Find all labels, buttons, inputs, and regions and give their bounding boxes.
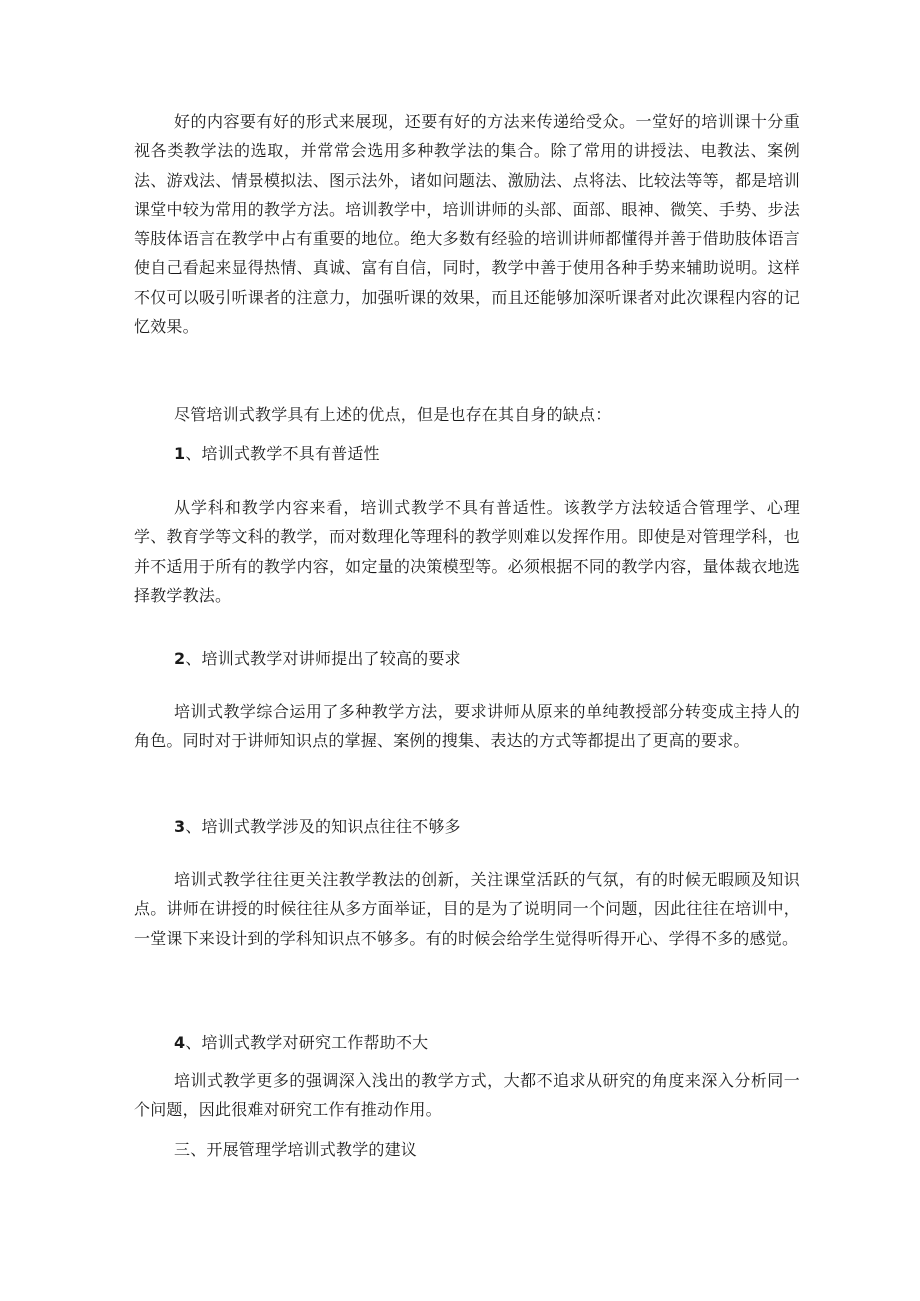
heading-text: 、培训式教学涉及的知识点往往不够多 [185, 817, 461, 836]
heading-number: 4 [174, 1033, 186, 1052]
heading-point-4 [174, 1031, 428, 1055]
heading-number: 1 [174, 444, 186, 463]
paragraph-teaching-methods: 好的内容要有好的形式来展现，还要有好的方法来传递给受众。一堂好的培训课十分重视各类教学法的选取，并常常会选用多种教学法的集合。除了常用的讲授法、电教法、案例法、游戏法、情景模拟法、图示法外，诸如问题法、激励法、点将法、比较法等等，都是培训课堂中较为常用的教学方法。培训教学中，培训讲师的头部、面部、眼神、微笑、手势、步法等肢体语言在教学中占有重要的地位。绝大多数有经验的培训讲师都懂得并善于借助肢体语言使自己看起来显得热情、真诚、富有自信，同时，教学中善于使用各种手势来辅助说明。这样不仅可以吸引听课者的注意力，加强听课的效果，而且还能够加深听课者对此次课程内容的记忆效果。 [134, 112, 800, 337]
paragraph-point-1: 从学科和教学内容来看，培训式教学不具有普适性。该教学方法较适合管理学、心理学、教育学等文科的教学，而对数理化等理科的教学则难以发挥作用。即使是对管理学科，也并不适用于所有的教学内容，如定量的决策模型等。必须根据不同的教学内容，量体裁衣地选择教学教法。 [134, 498, 800, 605]
heading-number: 3 [174, 817, 186, 836]
paragraph-point-3: 培训式教学往往更关注教学教法的创新，关注课堂活跃的气氛，有的时候无暇顾及知识点。讲师在讲授的时候往往从多方面举证，目的是为了说明同一个问题，因此往往在培训中，一堂课下来设计到的学科知识点不够多。有的时候会给学生觉得听得开心、学得不多的感觉。 [134, 870, 800, 948]
heading-point-3 [174, 815, 461, 839]
heading-text: 、培训式教学对讲师提出了较高的要求 [185, 649, 461, 668]
paragraph-shortcomings-intro: 尽管培训式教学具有上述的优点，但是也存在其自身的缺点： [174, 405, 612, 424]
paragraph-point-2: 培训式教学综合运用了多种教学方法，要求讲师从原来的单纯教授部分转变成主持人的角色。同时对于讲师知识点的掌握、案例的搜集、表达的方式等都提出了更高的要求。 [134, 702, 800, 751]
heading-number: 2 [174, 649, 186, 668]
heading-point-1 [174, 442, 380, 466]
heading-point-2 [174, 647, 461, 671]
paragraph-point-4: 培训式教学更多的强调深入浅出的教学方式，大都不追求从研究的角度来深入分析同一个问题，因此很难对研究工作有推动作用。 [134, 1071, 800, 1120]
heading-text: 、培训式教学对研究工作帮助不大 [185, 1033, 429, 1052]
section-heading-3: 三、开展管理学培训式教学的建议 [174, 1140, 418, 1159]
heading-text: 、培训式教学不具有普适性 [185, 444, 380, 463]
